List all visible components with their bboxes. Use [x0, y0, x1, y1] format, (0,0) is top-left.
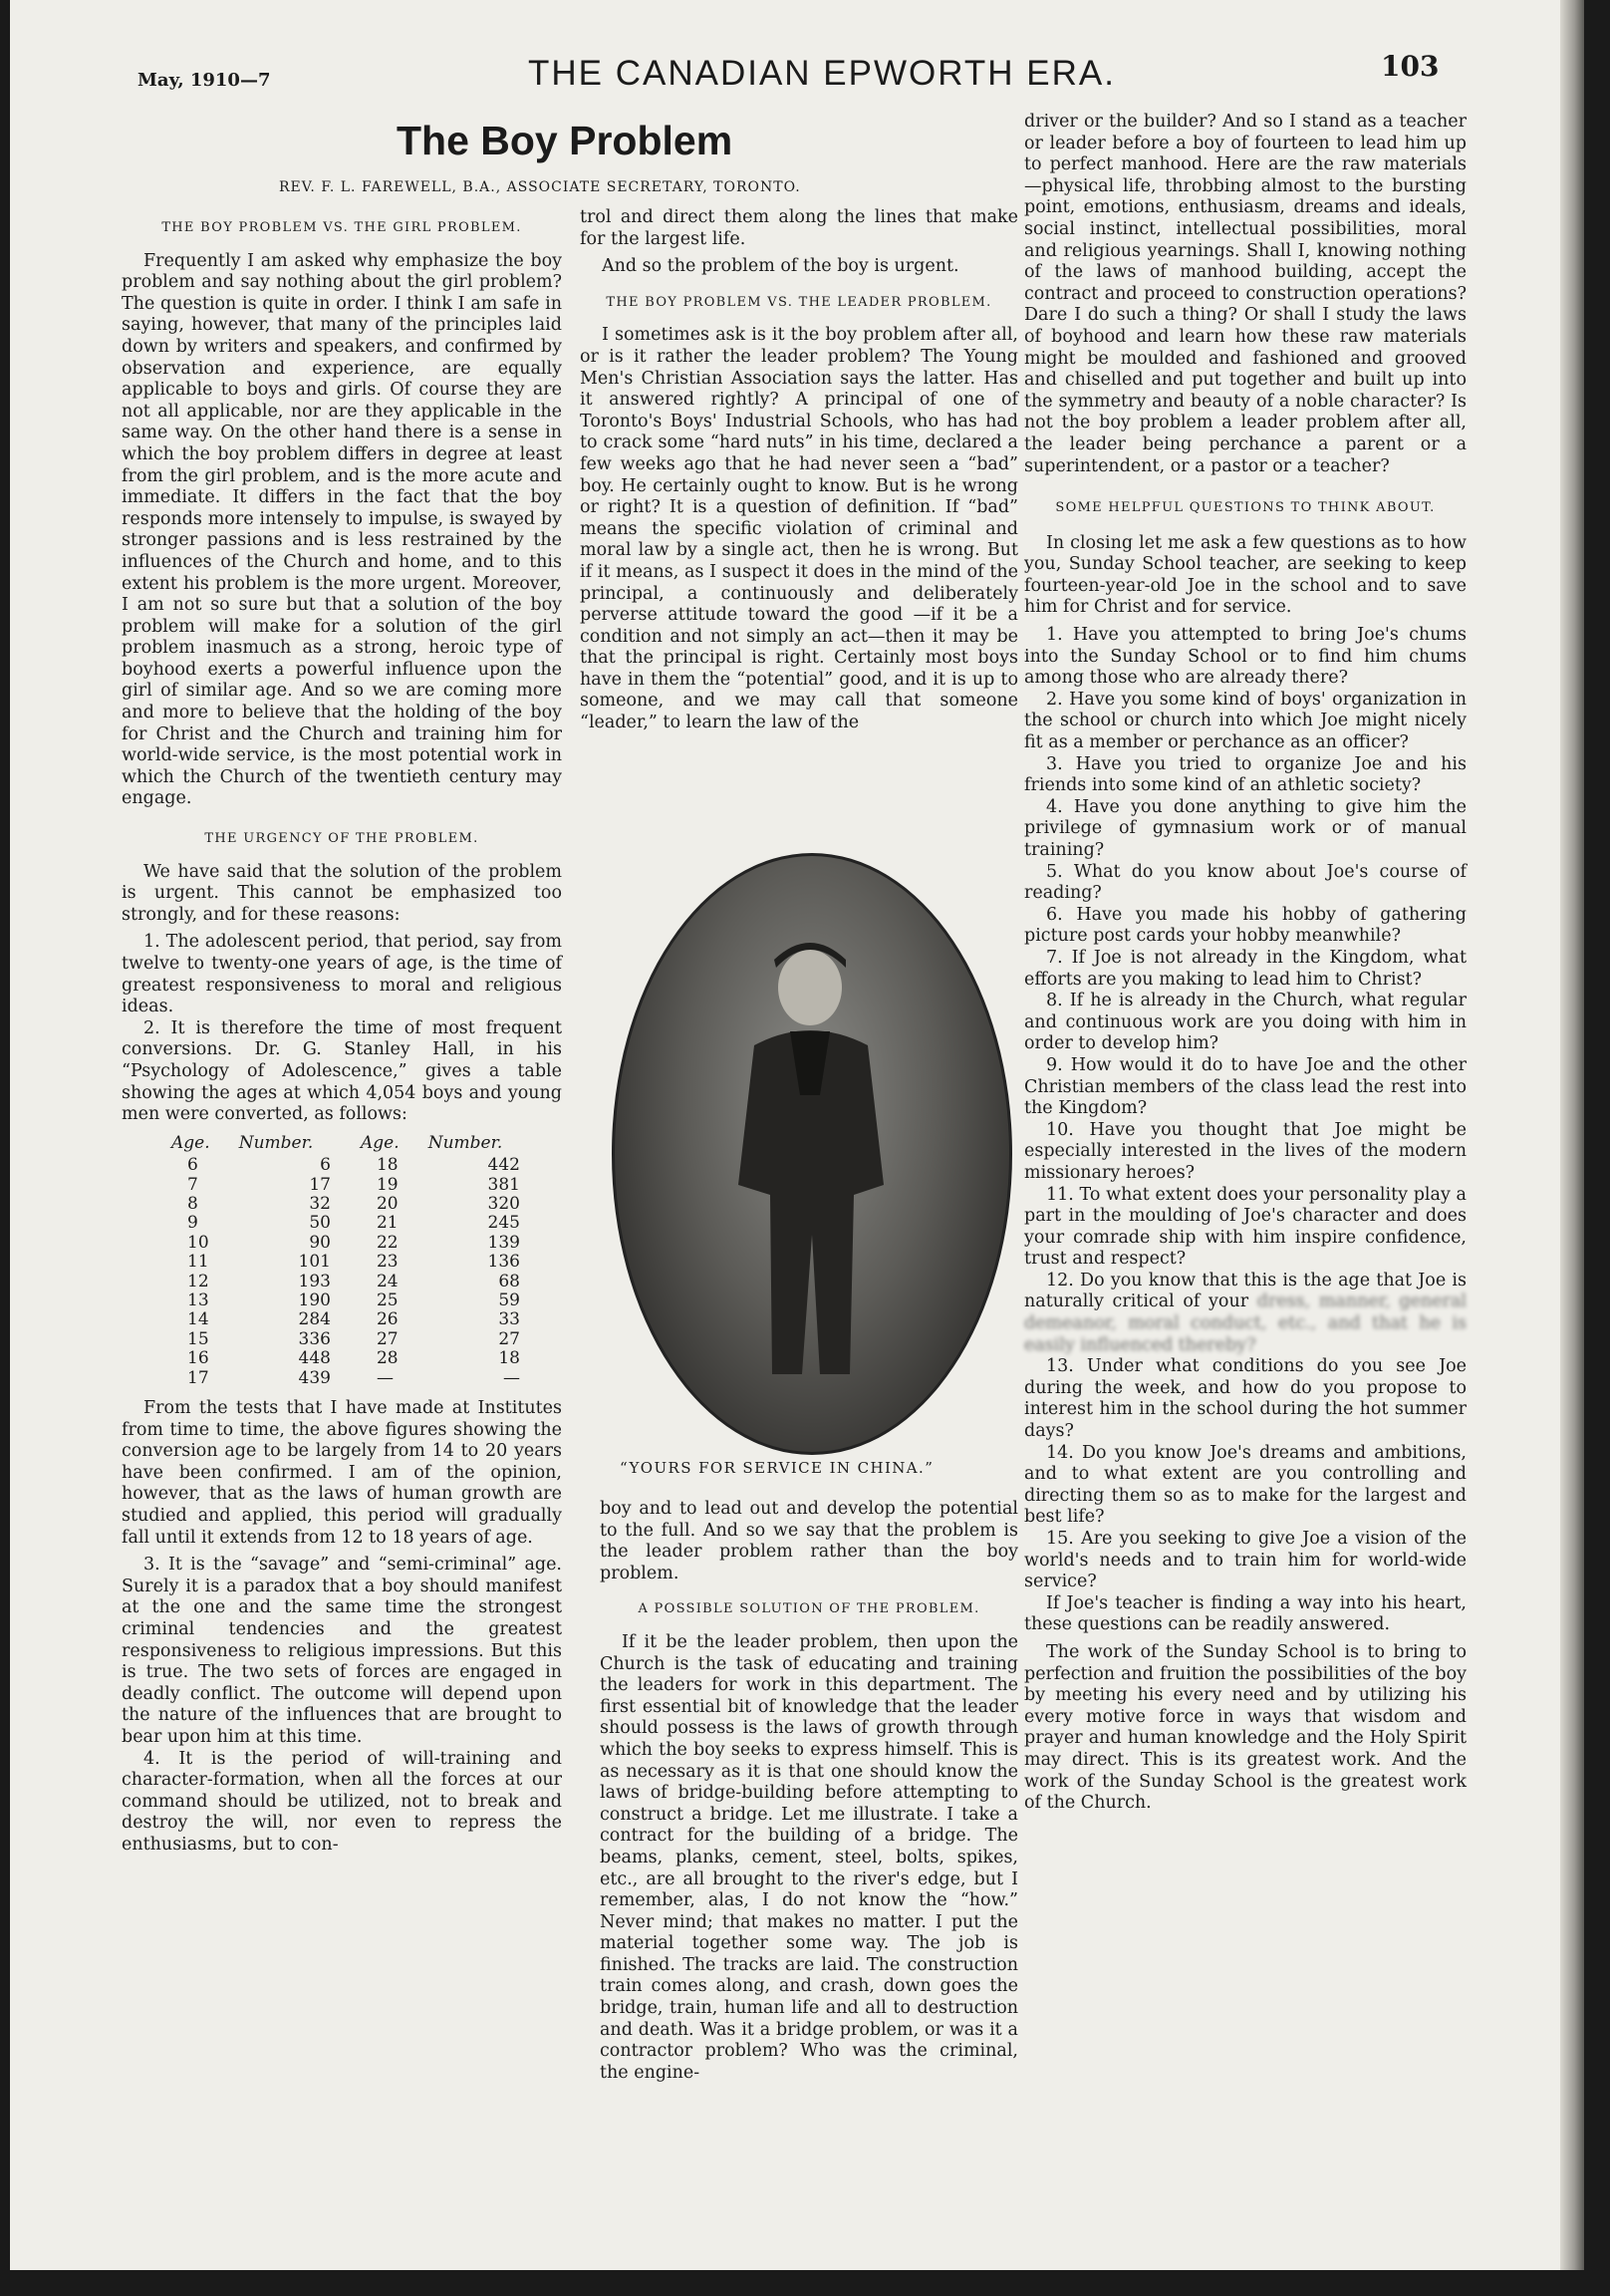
- question-item: 4. Have you done anything to give him the privilege of gymnasium work or of manual training?: [1024, 796, 1467, 860]
- faded-text: dress, manner, general demeanor, moral conduct, etc., and that he is easily influenced thereby?: [1024, 1292, 1467, 1355]
- table-row: [171, 1156, 550, 1175]
- paragraph: In closing let me ask a few questions as to how you, Sunday School teacher, are seeking to keep fourteen-year-old Joe in the school and to save him for Christ and for service.: [1024, 532, 1467, 618]
- paragraph: From the tests that I have made at Institutes from time to time, the above figures showing the conversion age to be largely from 14 to 20 years have been confirmed. I am of the opinion, however, that as the laws of human growth are studied and applied, this period will gradually fall until it extends from 12 to 18 years of age.: [122, 1398, 562, 1548]
- number-cell: 245: [487, 1213, 520, 1234]
- article-byline: REV. F. L. FAREWELL, B.A., ASSOCIATE SECRETARY, TORONTO.: [279, 179, 801, 195]
- book-binding-edge: [1560, 0, 1584, 2270]
- question-item: 11. To what extent does your personality play a part in the moulding of Joe's character and does your comrade ship with him inspire confidence, trust and respect?: [1024, 1184, 1467, 1270]
- question-item: 9. How would it do to have Joe and the other Christian members of the class lead the rest into the Kingdom?: [1024, 1054, 1467, 1119]
- number-cell: 193: [298, 1271, 331, 1292]
- age-cell: 14: [187, 1309, 209, 1330]
- age-cell: 11: [187, 1252, 209, 1273]
- number-cell: 101: [298, 1252, 331, 1273]
- question-item: 13. Under what conditions do you see Joe during the week, and how do you propose to interest him in the school during the hot summer days?: [1024, 1356, 1467, 1442]
- paragraph: If it be the leader problem, then upon the Church is the task of educating and training the leaders for work in this department. The first essential bit of knowledge that the leader should possess is the laws of growth through which the boy seeks to express himself. This is as necessary as it is that one should know the laws of bridge-building before attempting to construct a bridge. Let me illustrate. I take a contract for the building of a bridge. The beams, planks, cement, steel, bolts, spikes, etc., are all brought to the river's edge, but I remember, alas, I do not know the “how.” Never mind; that makes no matter. I put the material together some way. The job is finished. The tracks are laid. The construction train comes along, and crash, down goes the bridge, train, human life and all to destruction and death. Was it a bridge problem, or was it a contractor problem? Who was the criminal, the engine-: [600, 1631, 1018, 2083]
- number-cell: 190: [298, 1291, 331, 1310]
- column-3: [1024, 112, 1467, 1821]
- number-cell: 59: [498, 1291, 520, 1310]
- number-cell: 17: [309, 1174, 331, 1195]
- age-cell: 19: [376, 1174, 399, 1195]
- age-cell: 8: [187, 1193, 198, 1214]
- paragraph: And so the problem of the boy is urgent.: [602, 256, 959, 277]
- age-cell: 7: [187, 1174, 198, 1195]
- list-item: 2. It is therefore the time of most frequent conversions. Dr. G. Stanley Hall, in his “Psychology of Adolescence,” gives a table showing the ages at which 4,054 boys and young men were converted, as follows:: [122, 1017, 562, 1125]
- paragraph: If Joe's teacher is finding a way into his heart, these questions can be readily answered.: [1024, 1592, 1467, 1635]
- number-cell: 448: [298, 1348, 331, 1369]
- photo-caption: “YOURS FOR SERVICE IN CHINA.”: [620, 1459, 935, 1477]
- number-cell: 381: [487, 1174, 520, 1195]
- page-number: 103: [1381, 50, 1440, 83]
- age-cell: —: [376, 1367, 394, 1388]
- table-row: [171, 1330, 550, 1349]
- age-header: Age.: [360, 1132, 400, 1153]
- list-item: 3. It is the “savage” and “semi-criminal” age. Surely it is a paradox that a boy should manifest at the one and the same time the strongest criminal tendencies and the greatest responsiveness to religious impressions. But this is true. The two sets of forces are engaged in deadly conflict. The outcome will depend upon the nature of the influences that are brought to bear upon him at this time.: [122, 1555, 562, 1747]
- question-item: 5. What do you know about Joe's course of reading?: [1024, 861, 1467, 904]
- age-cell: 26: [376, 1309, 399, 1330]
- table-row: [171, 1310, 550, 1329]
- table-body: [171, 1156, 550, 1388]
- number-cell: 32: [309, 1193, 331, 1214]
- magazine-page: [10, 0, 1584, 2270]
- question-item: 14. Do you know Joe's dreams and ambitions, and to what extent are you controlling and directing them so as to make for the largest and best life?: [1024, 1442, 1467, 1528]
- section-heading: THE URGENCY OF THE PROBLEM.: [204, 831, 479, 847]
- number-cell: 336: [298, 1328, 331, 1349]
- age-cell: 12: [187, 1271, 209, 1292]
- age-cell: 22: [376, 1232, 399, 1253]
- number-cell: 136: [487, 1252, 520, 1273]
- number-cell: 68: [498, 1271, 520, 1292]
- age-cell: 6: [187, 1155, 198, 1176]
- age-cell: 18: [376, 1155, 399, 1176]
- urgency-list-continued: [122, 1555, 562, 1856]
- paragraph: driver or the builder? And so I stand as a teacher or leader before a boy of fourteen to lead him up to perfect manhood. Here are the raw materials—physical life, throbbing almost to the bursting point, emotions, enthusiasm, dreams and ideals, social instinct, intellectual possibilities, moral and religious yearnings. Shall I, knowing nothing of the laws of manhood building, accept the contract and proceed to construction operations? Dare I do such a thing? Or shall I study the laws of boyhood and learn how these raw materials might be moulded and fashioned and grooved and chiselled and put together and built up into the symmetry and beauty of a noble character? Is not the boy problem a leader problem after all, the leader being perchance a parent or a superintendent, or a pastor or a teacher?: [1024, 112, 1467, 476]
- table-row: [171, 1349, 550, 1368]
- running-header: [10, 44, 1564, 94]
- boy-figure-icon: [615, 856, 1009, 1452]
- table-row: [171, 1369, 550, 1388]
- journal-title: THE CANADIAN EPWORTH ERA.: [528, 54, 1116, 93]
- number-cell: 284: [298, 1309, 331, 1330]
- table-row: [171, 1253, 550, 1272]
- number-cell: 90: [309, 1232, 331, 1253]
- conversion-age-table: [171, 1134, 550, 1388]
- age-cell: 20: [376, 1193, 399, 1214]
- table-row: [171, 1195, 550, 1214]
- age-cell: 10: [187, 1232, 209, 1253]
- age-cell: 15: [187, 1328, 209, 1349]
- number-cell: 18: [498, 1348, 520, 1369]
- age-cell: 13: [187, 1291, 209, 1310]
- questions-list: [1024, 625, 1467, 1593]
- question-item: 7. If Joe is not already in the Kingdom, what efforts are you making to lead him to Christ?: [1024, 947, 1467, 990]
- table-row: [171, 1176, 550, 1195]
- paragraph: I sometimes ask is it the boy problem after all, or is it rather the leader problem? The Young Men's Christian Association says the latter. Has it answered rightly? A principal of one of Toronto's Boys' Industrial Schools, who has had to crack some “hard nuts” in his time, declared a few weeks ago that he had never seen a “bad” boy. He certainly ought to know. But is he wrong or right? It is a question of definition. If “bad” means the specific violation of criminal and moral law by a single act, then he is wrong. But if it means, as I suspect it does in the mind of the principal, a continuously and deliberately perverse attitude toward the good —if it be a condition and not simply an act—then it may be that the principal is right. Certainly most boys have in them the “potential” good, and it is up to someone, and we may call that someone “leader,” to learn the law of the: [580, 325, 1018, 733]
- issue-date: May, 1910—7: [137, 70, 271, 91]
- question-item: 3. Have you tried to organize Joe and his friends into some kind of an athletic society?: [1024, 753, 1467, 796]
- question-item: [1024, 1271, 1467, 1356]
- paragraph: trol and direct them along the lines that make for the largest life.: [580, 207, 1018, 249]
- question-item: 8. If he is already in the Church, what regular and continuous work are you doing with him in order to develop him?: [1024, 991, 1467, 1054]
- section-heading: SOME HELPFUL QUESTIONS TO THINK ABOUT.: [1055, 500, 1436, 516]
- table-row: [171, 1234, 550, 1253]
- paragraph: The work of the Sunday School is to bring to perfection and fruition the possibilities of the boy by meeting his every need and by utilizing his every motive force in ways that wisdom and prayer and human knowledge and the Holy Spirit may direct. This is its greatest work. And the work of the Sunday School is the greatest work of the Church.: [1024, 1641, 1467, 1814]
- number-cell: —: [503, 1367, 520, 1388]
- table-row: [171, 1214, 550, 1233]
- age-header: Age.: [171, 1132, 210, 1153]
- column-2-continued: [600, 1499, 1018, 2090]
- age-cell: 17: [187, 1367, 209, 1388]
- age-cell: 16: [187, 1348, 209, 1369]
- urgency-list: [122, 932, 562, 1125]
- list-item: 1. The adolescent period, that period, say from twelve to twenty-one years of age, is the time of greatest responsiveness to moral and religious ideas.: [122, 932, 562, 1017]
- column-2: [580, 207, 1018, 740]
- question-item: 1. Have you attempted to bring Joe's chums into the Sunday School or to find him chums among those who are already there?: [1024, 625, 1467, 689]
- section-heading: THE BOY PROBLEM VS. THE GIRL PROBLEM.: [161, 220, 522, 235]
- number-cell: 139: [487, 1232, 520, 1253]
- number-cell: 320: [487, 1193, 520, 1214]
- number-header: Number.: [238, 1132, 314, 1153]
- paragraph: Frequently I am asked why emphasize the boy problem and say nothing about the girl problem? The question is quite in order. I think I am safe in saying, however, that many of the principles laid down by writers and speakers, and confirmed by observation and experience, are equally applicable to boys and girls. Of course they are not all applicable, nor are they applicable in the same way. On the other hand there is a sense in which the boy problem differs in degree at least from the girl problem, and is the more acute and immediate. It differs in the fact that the boy responds more intensely to impulse, is swayed by stronger passions and is less restrained by the influences of the Church and home, and to this extent his problem is the more urgent. Moreover, I am not so sure but that a solution of the boy problem will make for a solution of the girl problem inasmuch as a strong, heroic type of boyhood exerts a powerful influence upon the girl of similar age. And so we are coming more and more to believe that the holding of the boy for Christ and the Church and training him for world-wide service, is the most potential work in which the Church of the twentieth century may engage.: [122, 250, 562, 809]
- age-cell: 21: [376, 1213, 399, 1234]
- number-cell: 442: [487, 1155, 520, 1176]
- number-cell: 27: [498, 1328, 520, 1349]
- question-item: 10. Have you thought that Joe might be especially interested in the lives of the modern missionary heroes?: [1024, 1119, 1467, 1183]
- number-cell: 6: [320, 1155, 331, 1176]
- boy-photograph: [612, 853, 1012, 1455]
- question-item: 2. Have you some kind of boys' organization in the school or church into which Joe might nicely fit as a member or perchance as an officer?: [1024, 689, 1467, 753]
- number-cell: 439: [298, 1367, 331, 1388]
- table-row: [171, 1292, 550, 1310]
- question-text: 12. Do you know that this is the age that Joe is naturally critical of your: [1024, 1270, 1467, 1312]
- list-item: 4. It is the period of will-training and character-formation, when all the forces at our command should be utilized, not to break and destroy the will, nor even to repress the enthusiasms, but to con-: [122, 1748, 562, 1855]
- age-cell: 24: [376, 1271, 399, 1292]
- section-heading: A POSSIBLE SOLUTION OF THE PROBLEM.: [638, 1601, 980, 1617]
- paragraph: We have said that the solution of the problem is urgent. This cannot be emphasized too strongly, and for these reasons:: [122, 861, 562, 925]
- age-cell: 25: [376, 1291, 399, 1310]
- table-header-row: [171, 1134, 550, 1156]
- paragraph: boy and to lead out and develop the potential to the full. And so we say that the problem is the leader problem rather than the boy problem.: [600, 1499, 1018, 1583]
- number-cell: 50: [309, 1213, 331, 1234]
- age-cell: 28: [376, 1348, 399, 1369]
- question-item: 6. Have you made his hobby of gathering picture post cards your hobby meanwhile?: [1024, 904, 1467, 947]
- number-header: Number.: [427, 1132, 503, 1153]
- section-heading: THE BOY PROBLEM VS. THE LEADER PROBLEM.: [606, 294, 992, 310]
- question-item: 15. Are you seeking to give Joe a vision of the world's needs and to train him for world-wide service?: [1024, 1529, 1467, 1592]
- column-1: [122, 217, 562, 1857]
- table-row: [171, 1273, 550, 1292]
- age-cell: 27: [376, 1328, 399, 1349]
- age-cell: 23: [376, 1252, 399, 1273]
- age-cell: 9: [187, 1213, 198, 1234]
- number-cell: 33: [498, 1309, 520, 1330]
- article-title: The Boy Problem: [397, 118, 733, 163]
